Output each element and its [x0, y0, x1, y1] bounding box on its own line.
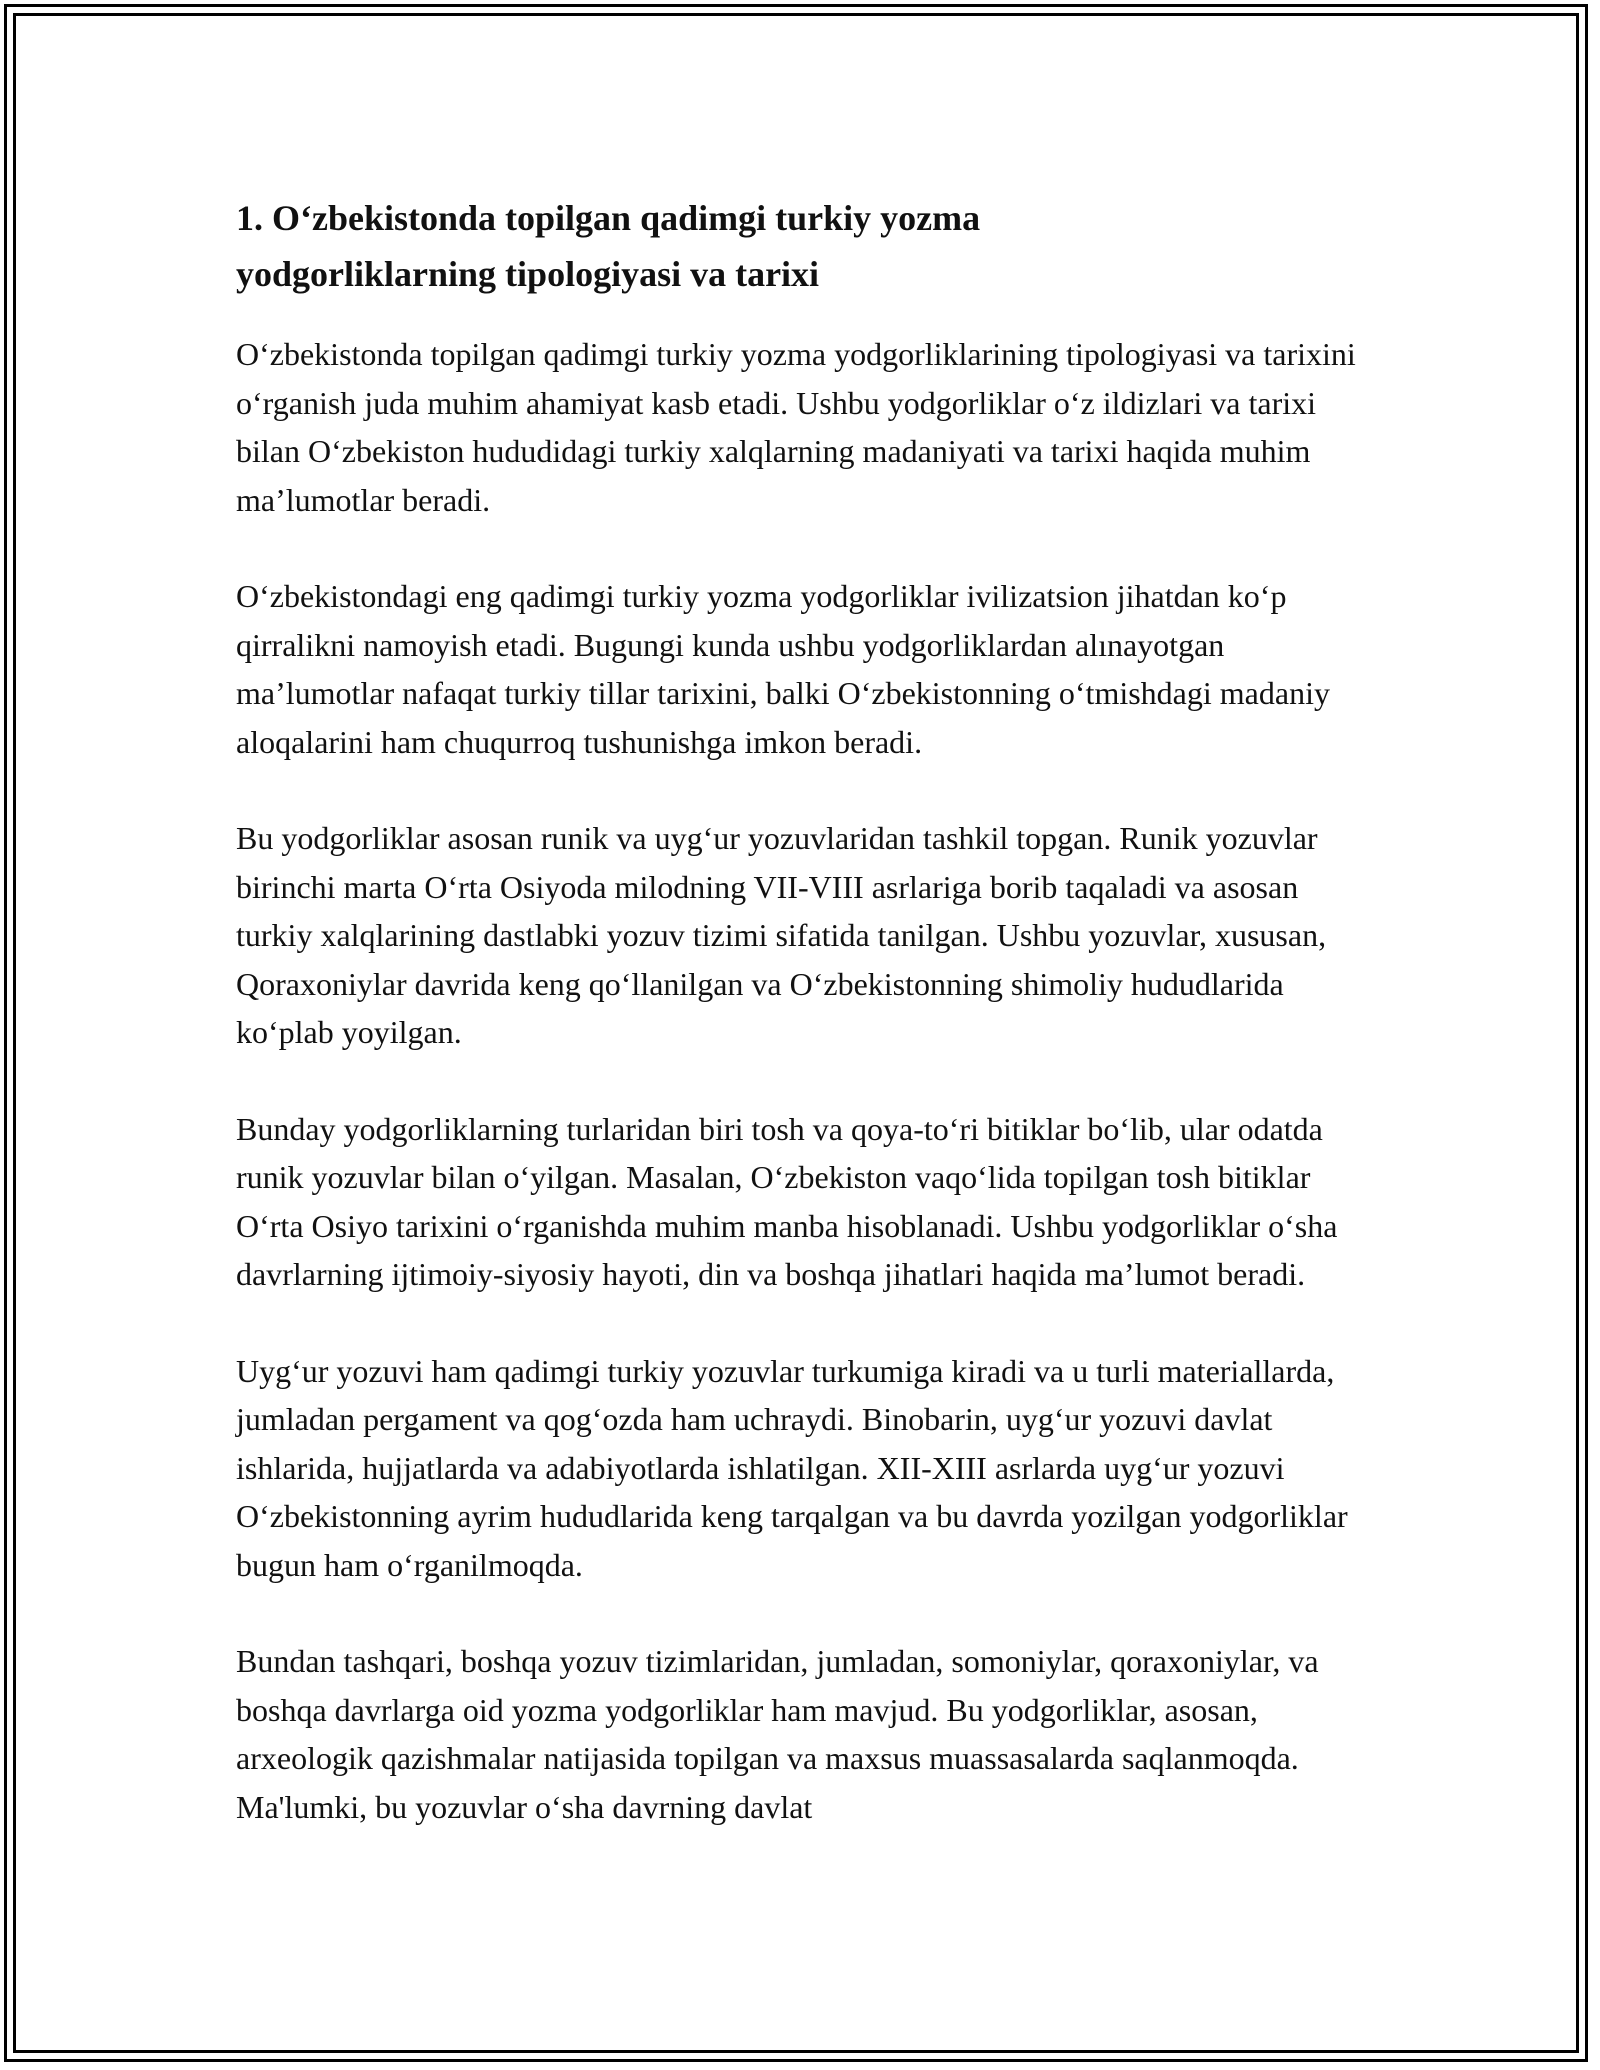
section-heading: 1. O‘zbekistonda topilgan qadimgi turkiy yozma yodgorliklarning tipologiyasi va tarixi: [236, 198, 981, 294]
paragraph-2: O‘zbekistondagi eng qadimgi turkiy yozma yodgorliklar ivilizatsion jihatdan ko‘p qirralikni namoyish etadi. Bugungi kunda ushbu yodgorliklardan alınayotgan ma’lumotlar nafaqat turkiy tillar tarixini, balki O‘zbekistonning o‘tmishdagi madaniy aloqalarini ham chuqurroq tushunishga imkon beradi.: [236, 578, 1330, 760]
paragraph-3: Bu yodgorliklar asosan runik va uyg‘ur yozuvlaridan tashkil topgan. Runik yozuvlar birinchi marta O‘rta Osiyoda milodning VII-VIII asrlariga borib taqaladi va asosan turkiy xalqlarining dastlabki yozuv tizimi sifatida tanilgan. Ushbu yozuvlar, xususan, Qoraxoniylar davrida keng qo‘llanilgan va O‘zbekistonning shimoliy hududlarida ko‘plab yoyilgan.: [236, 820, 1327, 1050]
paragraph-6: Bundan tashqari, boshqa yozuv tizimlaridan, jumladan, somoniylar, qoraxoniylar, va boshqa davrlarga oid yozma yodgorliklar ham mavjud. Bu yodgorliklar, asosan, arxeologik qazishmalar natijasida topilgan va maxsus muassasalarda saqlanmoqda. Ma'lumki, bu yozuvlar o‘sha davrning davlat: [236, 1643, 1319, 1825]
paragraph-4: Bunday yodgorliklarning turlaridan biri tosh va qoya-to‘ri bitiklar bo‘lib, ular odatda runik yozuvlar bilan o‘yilgan. Masalan, O‘zbekiston vaqo‘lida topilgan tosh bitiklar O‘rta Osiyo tarixini o‘rganishda muhim manba hisoblanadi. Ushbu yodgorliklar o‘sha davrlarning ijtimoiy-siyosiy hayoti, din va boshqa jihatlari haqida ma’lumot beradi.: [236, 1110, 1338, 1292]
document-body: [236, 190, 1376, 1879]
paragraph-1: O‘zbekistonda topilgan qadimgi turkiy yozma yodgorliklarining tipologiyasi va tarixini o‘rganish juda muhim ahamiyat kasb etadi. Ushbu yodgorliklar o‘z ildizlari va tarixi bilan O‘zbekiston hududidagi turkiy xalqlarning madaniyati va tarixi haqida muhim ma’lumotlar beradi.: [236, 336, 1356, 518]
paragraph-5: Uyg‘ur yozuvi ham qadimgi turkiy yozuvlar turkumiga kiradi va u turli materiallarda, jumladan pergament va qog‘ozda ham uchraydi. Binobarin, uyg‘ur yozuvi davlat ishlarida, hujjatlarda va adabiyotlarda ishlatilgan. XII-XIII asrlarda uyg‘ur yozuvi O‘zbekistonning ayrim hududlarida keng tarqalgan va bu davrda yozilgan yodgorliklar bugun ham o‘rganilmoqda.: [236, 1352, 1348, 1583]
